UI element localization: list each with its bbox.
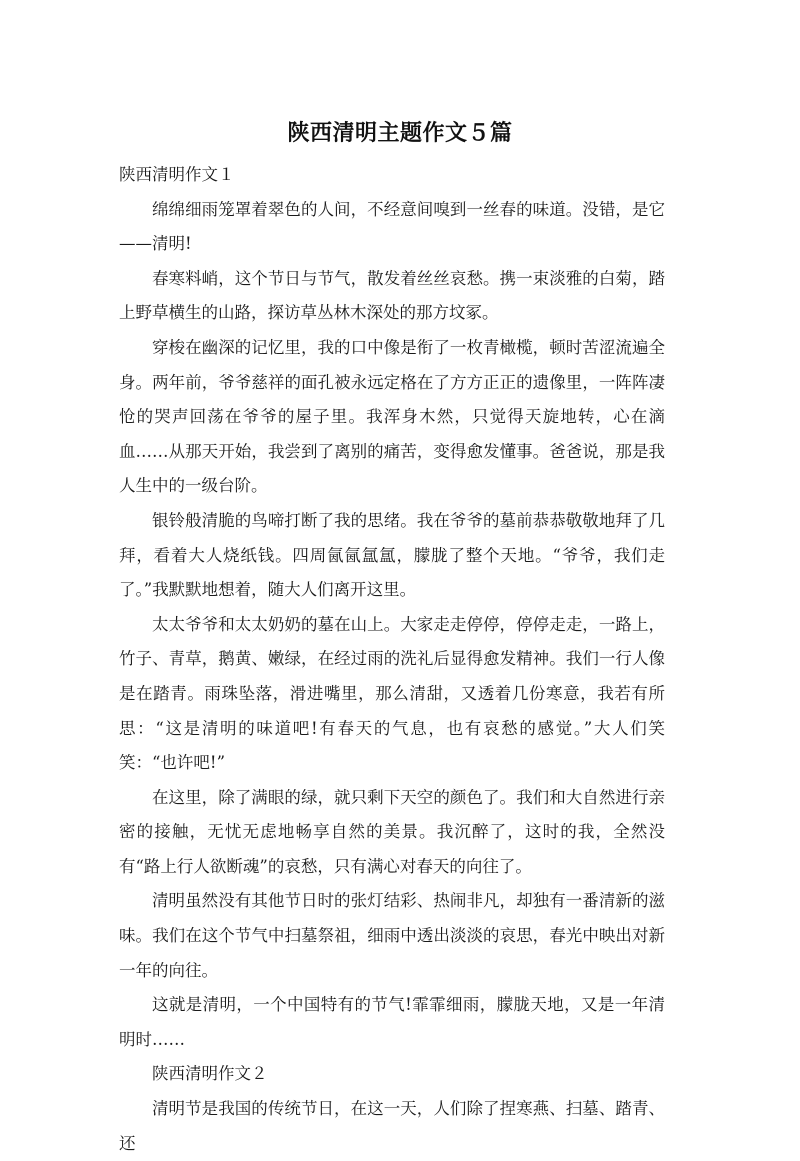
paragraph: 在这里，除了满眼的绿，就只剩下天空的颜色了。我们和大自然进行亲密的接触，无忧无虑地畅享自然的美景。我沉醉了，这时的我，全然没有“路上行人欲断魂”的哀愁，只有满心对春天的向往了。 (119, 787, 665, 876)
paragraph: 太太爷爷和太太奶奶的墓在山上。大家走走停停，停停走走，一路上，竹子、青草，鹅黄、嫩绿，在经过雨的洗礼后显得愈发精神。我们一行人像是在踏青。雨珠坠落，滑进嘴里，那么清甜，又透着几份寒意，我若有所思：“这是清明的味道吧!有春天的气息，也有哀愁的感觉。”大人们笑笑：“也许吧!” (119, 614, 665, 773)
document-body (119, 158, 665, 1161)
paragraph: 穿梭在幽深的记忆里，我的口中像是衔了一枚青橄榄，顿时苦涩流遍全身。两年前，爷爷慈祥的面孔被永远定格在了方方正正的遗像里，一阵阵凄怆的哭声回荡在爷爷的屋子里。我浑身木然，只觉得天旋地转，心在滴血……从那天开始，我尝到了离别的痛苦，变得愈发懂事。爸爸说，那是我人生中的一级台阶。 (119, 337, 665, 496)
paragraph: 春寒料峭，这个节日与节气，散发着丝丝哀愁。携一束淡雅的白菊，踏上野草横生的山路，探访草丛林木深处的那方坟冢。 (119, 268, 665, 323)
paragraph: 清明节是我国的传统节日，在这一天，人们除了捏寒燕、扫墓、踏青、还 (119, 1099, 665, 1153)
section-heading-2: 陕西清明作文２ (152, 1064, 268, 1084)
paragraph: 银铃般清脆的鸟啼打断了我的思绪。我在爷爷的墓前恭恭敬敬地拜了几拜，看着大人烧纸钱。四周氤氤氲氲，朦胧了整个天地。“爷爷，我们走了。”我默默地想着，随大人们离开这里。 (119, 510, 665, 600)
paragraph: 绵绵细雨笼罩着翠色的人间，不经意间嗅到一丝春的味道。没错，是它——清明! (119, 199, 665, 254)
paragraph: 这就是清明，一个中国特有的节气!霏霏细雨，朦胧天地，又是一年清明时…… (119, 995, 665, 1049)
section-heading-1: 陕西清明作文１ (119, 165, 235, 184)
document-title: 陕西清明主题作文５篇 (287, 121, 513, 146)
paragraph: 清明虽然没有其他节日时的张灯结彩、热闹非凡，却独有一番清新的滋味。我们在这个节气中扫墓祭祖，细雨中透出淡淡的哀思，春光中映出对新一年的向往。 (119, 891, 665, 980)
